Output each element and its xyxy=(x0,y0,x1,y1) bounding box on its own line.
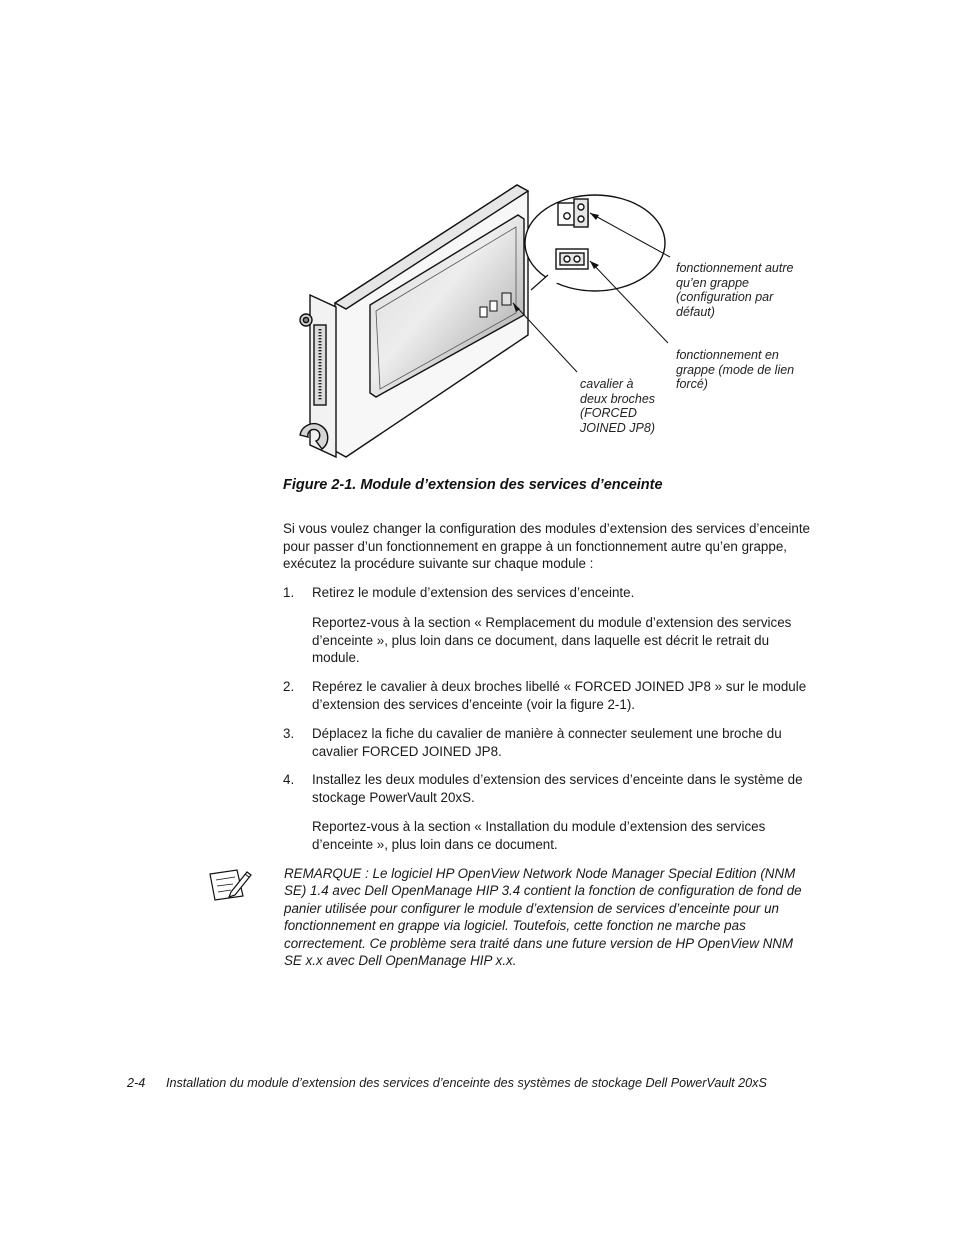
step-number: 3. xyxy=(283,726,295,741)
module-board xyxy=(335,185,528,457)
footer-title: Installation du module d’extension des services d’enceinte des systèmes de stockage Dell PowerVault 20xS xyxy=(166,1076,767,1090)
step-3 xyxy=(283,725,813,760)
step-number: 1. xyxy=(283,585,295,600)
page-number: 2-4 xyxy=(127,1076,146,1090)
intro-paragraph: Si vous voulez changer la configuration des modules d’extension des services d’enceinte pour passer d’un fonctionnement en grappe à un fonctionnement autre qu’en grappe, exécutez la procédure suivante sur chaque module : xyxy=(283,521,811,571)
step-2 xyxy=(283,678,813,713)
step-text: Retirez le module d’extension des services d’enceinte. xyxy=(312,585,635,600)
step-text: Déplacez la fiche du cavalier de manière à connecter seulement une broche du cavalier FORCED JOINED JP8. xyxy=(312,726,782,759)
note-pencil-icon xyxy=(207,866,253,904)
note-text: REMARQUE : Le logiciel HP OpenView Network Node Manager Special Edition (NNM SE) 1.4 avec Dell OpenManage HIP 3.4 contient la fonction de configuration de fond de panier utilisée pour configurer le module d’extension de services d’enceinte pour un fonctionnement en grappe via logiciel. Toutefois, cette fonction ne marche pas correctement. Ce problème sera traité dans une future version de HP OpenView NNM SE x.x avec Dell OpenManage HIP x.x. xyxy=(284,866,802,969)
step-text: Installez les deux modules d’extension des services d’enceinte dans le système de stockage PowerVault 20xS. xyxy=(312,772,803,805)
figure-caption: Figure 2-1. Module d’extension des services d’enceinte xyxy=(283,477,663,493)
step-number: 2. xyxy=(283,679,295,694)
jumper-cluster xyxy=(556,249,588,269)
callout-jumper: cavalier à deux broches (FORCED JOINED JP8) xyxy=(580,377,656,435)
callout-cluster: fonctionnement en grappe (mode de lien forcé) xyxy=(676,348,795,391)
front-bracket xyxy=(300,295,336,457)
step-text: Repérez le cavalier à deux broches libellé « FORCED JOINED JP8 » sur le module d’extension des services d’enceinte (voir la figure 2-1). xyxy=(312,679,807,712)
step-number: 4. xyxy=(283,772,295,787)
step-1-detail: Reportez-vous à la section « Remplacement du module d’extension des services d’enceinte », plus loin dans ce document, dans laquelle est décrit le retrait du module. xyxy=(312,615,792,665)
callout-non-cluster: fonctionnement autre qu’en grappe (configuration par défaut) xyxy=(676,261,794,319)
jumper-non-cluster xyxy=(558,199,588,227)
step-1 xyxy=(283,584,813,602)
step-4 xyxy=(283,771,813,806)
step-4-detail: Reportez-vous à la section « Installation du module d’extension des services d’enceinte », plus loin dans ce document. xyxy=(312,819,766,852)
